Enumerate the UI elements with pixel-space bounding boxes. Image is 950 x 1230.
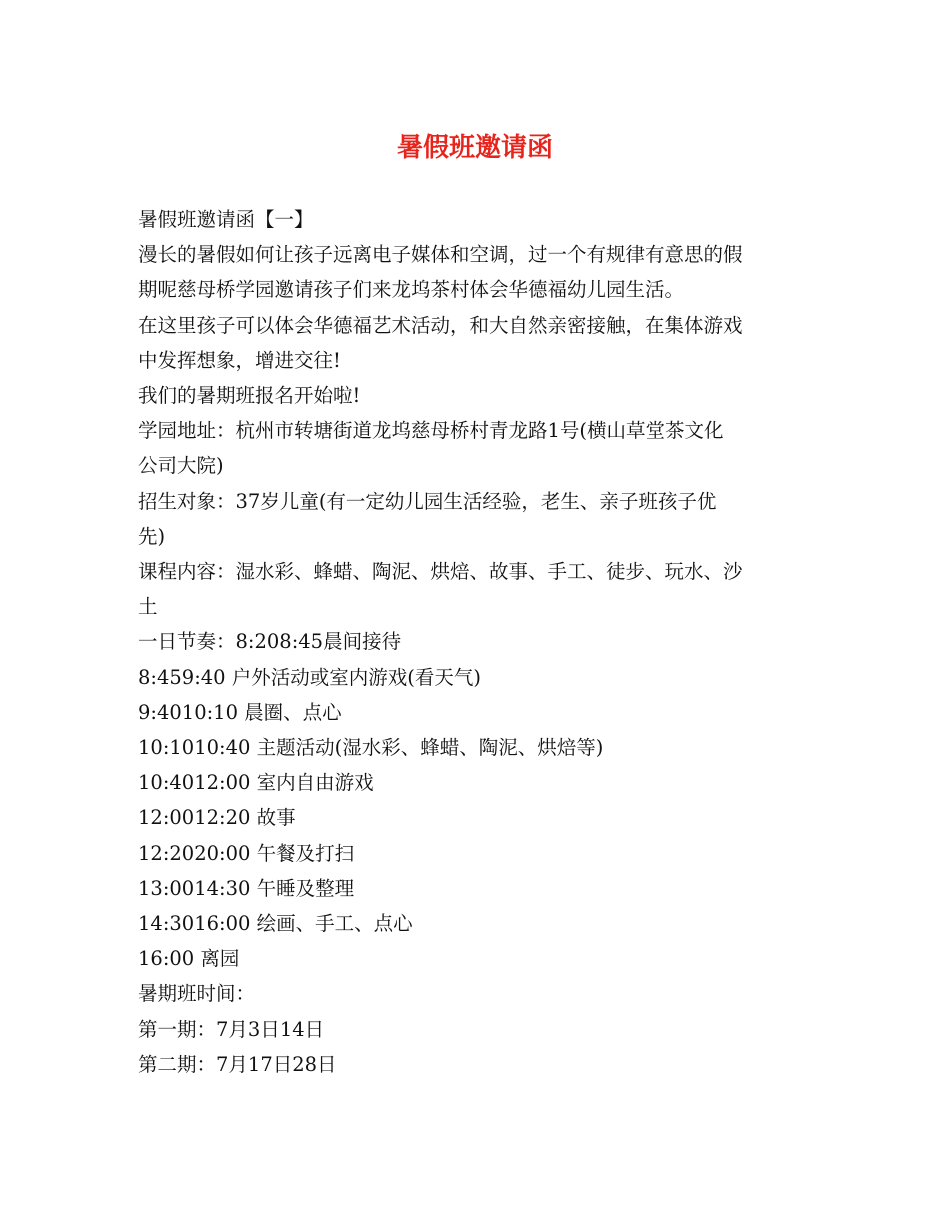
course-line: 课程内容：湿水彩、蜂蜡、陶泥、烘焙、故事、手工、徒步、玩水、沙 <box>138 560 743 584</box>
schedule-line: 13:0014:30 午睡及整理 <box>138 876 355 900</box>
schedule-line: 12:2020:00 午餐及打扫 <box>138 841 355 865</box>
course-line: 土 <box>138 595 158 619</box>
paragraph-line: 中发挥想象，增进交往! <box>138 348 341 372</box>
schedule-line: 9:4010:10 晨圈、点心 <box>138 700 342 724</box>
schedule-line: 8:459:40 户外活动或室内游戏(看天气) <box>138 665 481 689</box>
schedule-line: 14:3016:00 绘画、手工、点心 <box>138 912 413 936</box>
schedule-line: 一日节奏：8:208:45晨间接待 <box>138 630 402 654</box>
paragraph-line: 期呢慈母桥学园邀请孩子们来龙坞茶村体会华德福幼儿园生活。 <box>138 278 685 302</box>
paragraph-line: 在这里孩子可以体会华德福艺术活动，和大自然亲密接触，在集体游戏 <box>138 313 743 337</box>
enrollment-line: 先) <box>138 524 166 548</box>
schedule-line: 10:1010:40 主题活动(湿水彩、蜂蜡、陶泥、烘焙等) <box>138 736 604 760</box>
schedule-line: 16:00 离园 <box>138 947 240 971</box>
document-title: 暑假班邀请函 <box>396 133 553 163</box>
paragraph-line: 我们的暑期班报名开始啦! <box>138 384 361 408</box>
section-heading: 暑假班邀请函【一】 <box>138 208 314 231</box>
address-line: 学园地址：杭州市转塘街道龙坞慈母桥村青龙路1号(横山草堂茶文化 <box>138 419 724 443</box>
paragraph-line: 漫长的暑假如何让孩子远离电子媒体和空调，过一个有规律有意思的假 <box>138 243 743 267</box>
enrollment-line: 招生对象：37岁儿童(有一定幼儿园生活经验，老生、亲子班孩子优 <box>138 489 717 513</box>
schedule-line: 12:0012:20 故事 <box>138 806 296 830</box>
address-line: 公司大院) <box>138 454 224 478</box>
session-line: 第一期：7月3日14日 <box>138 1017 325 1041</box>
session-line: 第二期：7月17日28日 <box>138 1052 337 1076</box>
document-body <box>138 202 814 1082</box>
schedule-line: 10:4012:00 室内自由游戏 <box>138 771 374 795</box>
session-heading: 暑期班时间： <box>138 982 256 1006</box>
